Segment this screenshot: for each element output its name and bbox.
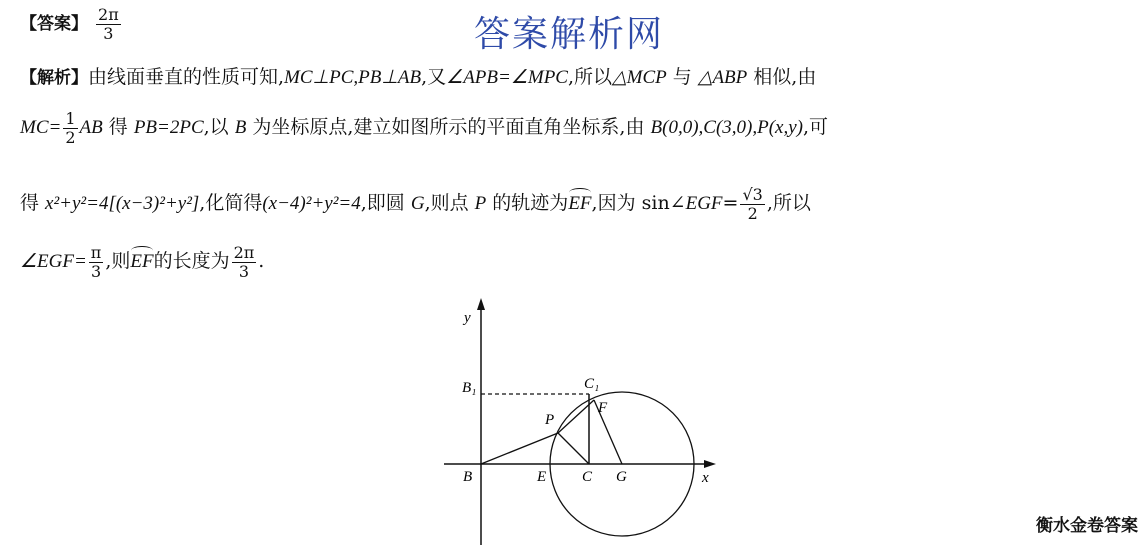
label-y: y [464, 310, 471, 326]
analysis-line-2: MC= $\frac{1}{2}$ AB 得 PB=2PC,以 B 为坐标原点,建立如图所示的平面直角坐标系,由 B(0,0),C(3,0),P(x,y),可 [20, 109, 829, 147]
label-b: B [463, 469, 473, 485]
segment-b-p [481, 433, 558, 464]
pi-third-fraction: $\frac{\pi}{3}$ [90, 243, 102, 281]
analysis-line-3: 得 x²+y²=4[(x−3)²+y²],化简得(x−4)²+y²=4,即圆 G,则点 P 的轨迹为EF,因为 sin∠EGF= $\frac{√3}{2}$ ,所以 [20, 185, 811, 223]
sqrt3-fraction: $\frac{√3}{2}$ [742, 185, 763, 223]
label-b1: B₁ [462, 380, 477, 396]
answer-fraction: $\frac{2\pi}{3}$ [98, 5, 119, 43]
analysis-line-1: 【解析】由线面垂直的性质可知,MC⊥PC,PB⊥AB,又∠APB=∠MPC,所以△MCP 与 △ABP 相似,由 [20, 66, 817, 88]
arc-ef: EF [568, 193, 592, 215]
corner-watermark: 衡水金卷答案 [1036, 516, 1138, 536]
label-p: P [545, 412, 555, 428]
answer-label: 【答案】 [20, 14, 88, 35]
x-axis-arrow [704, 460, 716, 468]
label-f: F [598, 400, 608, 416]
label-c1: C₁ [584, 376, 600, 392]
y-axis-arrow [477, 298, 485, 310]
two-pi-third-fraction: $\frac{2\pi}{3}$ [233, 243, 255, 281]
watermark-text: 答案解析网 [474, 14, 665, 55]
half-fraction: $\frac{1}{2}$ [65, 109, 76, 147]
label-x: x [702, 470, 709, 486]
analysis-label: 【解析】 [20, 68, 88, 88]
label-g: G [616, 469, 627, 485]
arc-ef-2: EF [130, 251, 154, 273]
analysis-line-4: ∠EGF= $\frac{\pi}{3}$ ,则EF的长度为 $\frac{2\pi}{3}$ . [20, 243, 265, 281]
label-e: E [537, 469, 547, 485]
label-c: C [582, 469, 593, 485]
segment-p-c [558, 433, 589, 464]
